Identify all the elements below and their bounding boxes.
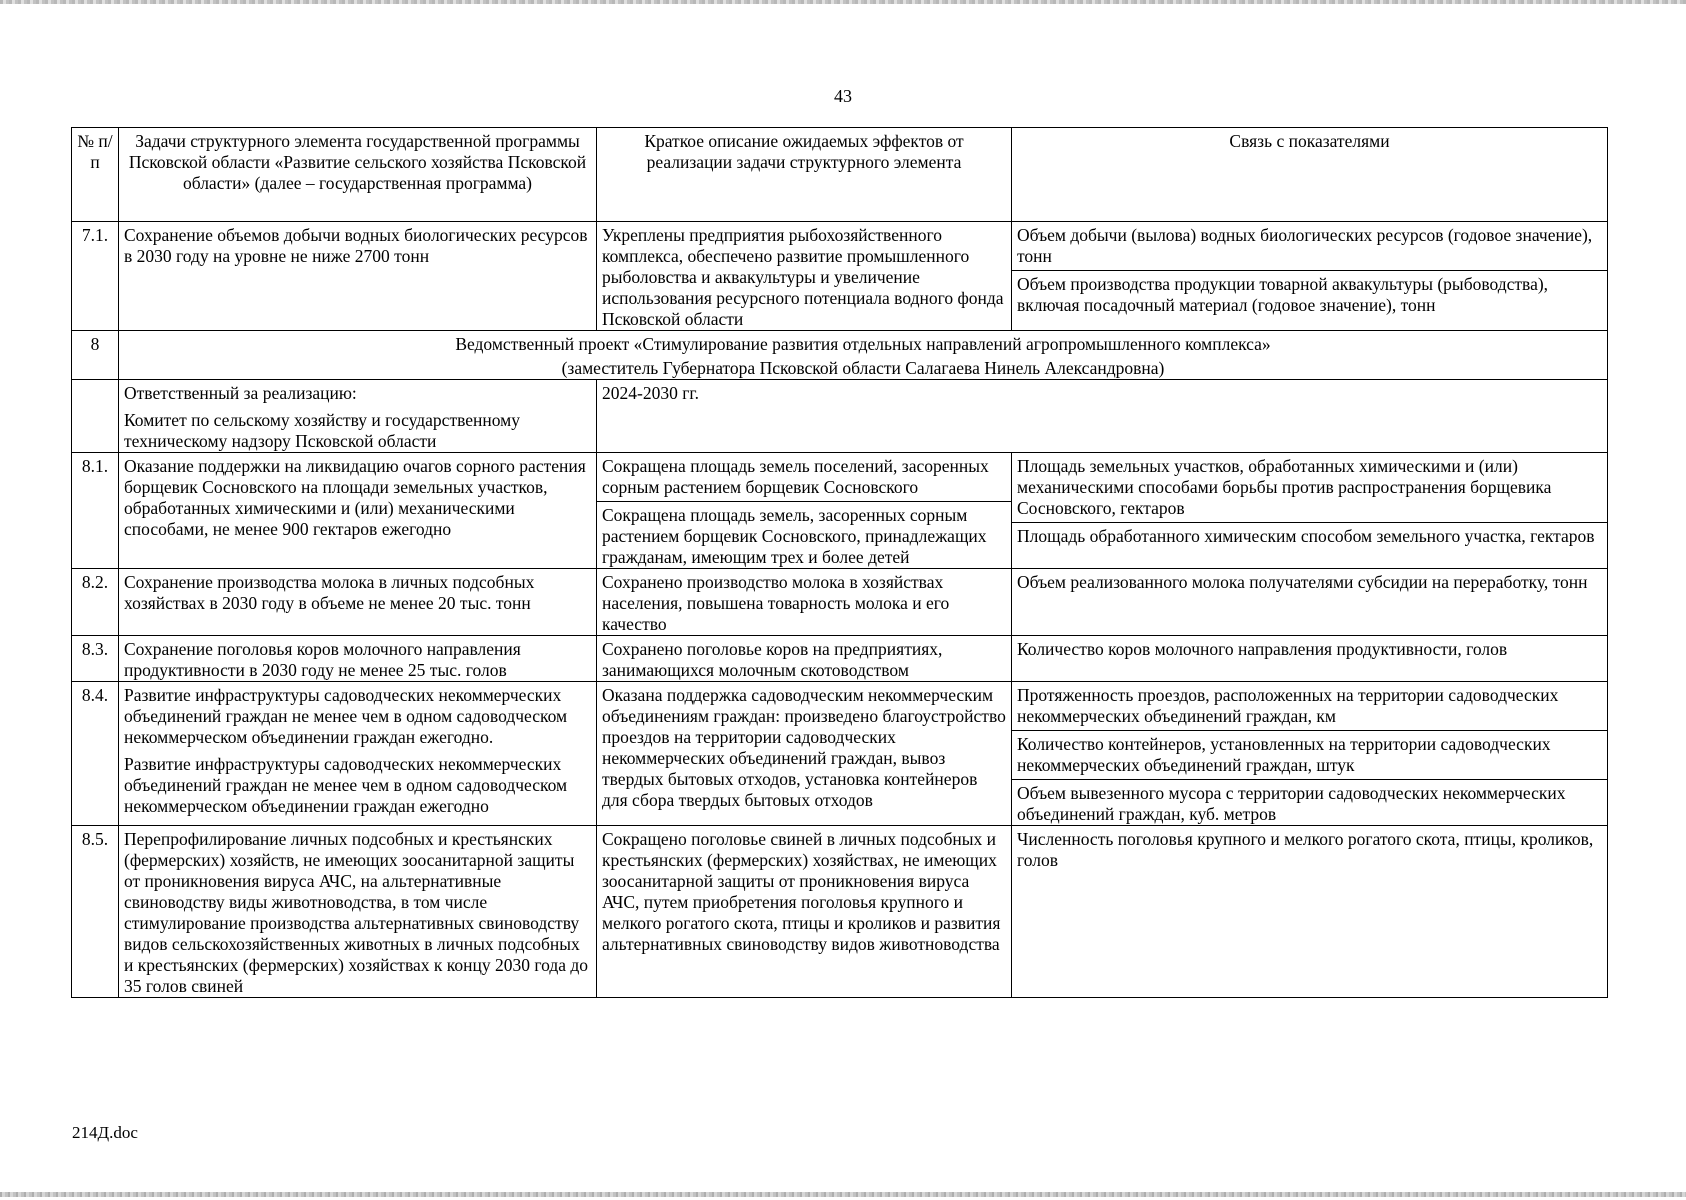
effect-cell: Сохранено производство молока в хозяйствах населения, повышена товарность молока и его качество [597, 569, 1012, 636]
row-number: 8.3. [72, 636, 119, 682]
row-number: 8.2. [72, 569, 119, 636]
header-num: № п/п [72, 128, 119, 222]
table-row-8-3 [72, 636, 1608, 682]
indicator-item: Объем вывезенного мусора с территории садоводческих некоммерческих объединений граждан, куб. метров [1012, 779, 1607, 825]
program-table [71, 127, 1608, 998]
scan-edge-top [0, 0, 1686, 4]
indicators-cell: Количество коров молочного направления продуктивности, голов [1012, 636, 1608, 682]
task-cell: Сохранение производства молока в личных подсобных хозяйствах в 2030 году в объеме не менее 20 тыс. тонн [119, 569, 597, 636]
project-curator: (заместитель Губернатора Псковской области Салагаева Нинель Александровна) [561, 358, 1165, 378]
effect-cell: Сокращено поголовье свиней в личных подсобных и крестьянских (фермерских) хозяйствах, не имеющих зоосанитарной защиты от проникновения вируса АЧС, путем приобретения поголовья крупного и мелкого рогатого скота, птицы и кроликов и развития альтернативных свиноводству видов животноводства [597, 826, 1012, 998]
indicator-item: Площадь земельных участков, обработанных химическими и (или) механическими способами борьбы против распространения борщевика Сосновского, гектаров [1017, 456, 1552, 518]
table-row-responsible [72, 380, 1608, 453]
effect-cell: Оказана поддержка садоводческим некоммерческим объединениям граждан: произведено благоустройство проездов на территории садоводческих некоммерческих объединений граждан, вывоз твердых бытовых отходов, установка контейнеров для сбора твердых бытовых отходов [597, 682, 1012, 826]
responsible-org: Комитет по сельскому хозяйству и государственному техническому надзору Псковской области [124, 410, 520, 451]
row-number: 8.4. [72, 682, 119, 826]
indicator-item: Объем производства продукции товарной аквакультуры (рыбоводства), включая посадочный материал (годовое значение), тонн [1012, 270, 1607, 316]
task-cell: Сохранение объемов добычи водных биологических ресурсов в 2030 году на уровне не ниже 2700 тонн [119, 222, 597, 331]
header-row [72, 128, 1608, 222]
table-row-7-1 [72, 222, 1608, 331]
indicators-cell: Объем реализованного молока получателями субсидии на переработку, тонн [1012, 569, 1608, 636]
table-row-8 [72, 331, 1608, 380]
indicators-cell [1012, 453, 1608, 569]
effect-cell: Сохранено поголовье коров на предприятиях, занимающихся молочным скотоводством [597, 636, 1012, 682]
task-item: Развитие инфраструктуры садоводческих некоммерческих объединений граждан не менее чем в одном садоводческом некоммерческом объединении граждан ежегодно [124, 754, 568, 816]
task-cell: Оказание поддержки на ликвидацию очагов сорного растения борщевик Сосновского на площади земельных участков, обработанных химическими и (или) механическими способами, не менее 900 гектаров ежегодно [119, 453, 597, 569]
responsible-label: Ответственный за реализацию: [124, 383, 357, 403]
table-row-8-4 [72, 682, 1608, 826]
indicator-item: Протяженность проездов, расположенных на территории садоводческих некоммерческих объединений граждан, км [1017, 685, 1559, 726]
header-task: Задачи структурного элемента государственной программы Псковской области «Развитие сельского хозяйства Псковской области» (далее – государственная программа) [119, 128, 597, 222]
scan-edge-bottom [0, 1192, 1686, 1197]
row-number: 8.1. [72, 453, 119, 569]
effect-item: Сокращена площадь земель поселений, засоренных сорным растением борщевик Сосновского [602, 456, 989, 497]
effect-cell: Укреплены предприятия рыбохозяйственного комплекса, обеспечено развитие промышленного рыболовства и аквакультуры и увеличение использования ресурсного потенциала водного фонда Псковской области [597, 222, 1012, 331]
indicator-item: Объем добычи (вылова) водных биологических ресурсов (годовое значение), тонн [1017, 225, 1593, 266]
row-number: 8 [72, 331, 119, 380]
task-cell: Перепрофилирование личных подсобных и крестьянских (фермерских) хозяйств, не имеющих зоосанитарной защиты от проникновения вируса АЧС, на альтернативные свиноводству виды животноводства, в том числе стимулирование производства альтернативных свиноводству видов сельскохозяйственных животных в личных подсобных и крестьянских (фермерских) хозяйствах к концу 2030 года до 35 голов свиней [119, 826, 597, 998]
period-cell: 2024-2030 гг. [597, 380, 1608, 453]
indicators-cell [1012, 222, 1608, 331]
indicators-cell [1012, 682, 1608, 826]
row-number: 7.1. [72, 222, 119, 331]
effect-item: Сокращена площадь земель, засоренных сорным растением борщевик Сосновского, принадлежащих гражданам, имеющим трех и более детей [597, 501, 1011, 568]
table-row-8-2 [72, 569, 1608, 636]
footer-filename: 214Д.doc [72, 1123, 138, 1142]
indicator-item: Количество контейнеров, установленных на территории садоводческих некоммерческих объединений граждан, штук [1012, 730, 1607, 776]
task-cell [119, 682, 597, 826]
header-effect: Краткое описание ожидаемых эффектов от реализации задачи структурного элемента [597, 128, 1012, 222]
task-cell: Сохранение поголовья коров молочного направления продуктивности в 2030 году не менее 25 тыс. голов [119, 636, 597, 682]
table-row-8-5 [72, 826, 1608, 998]
indicator-item: Площадь обработанного химическим способом земельного участка, гектаров [1012, 522, 1607, 547]
table-row-8-1 [72, 453, 1608, 569]
page-number: 43 [834, 86, 852, 106]
project-title: Ведомственный проект «Стимулирование развития отдельных направлений агропромышленного комплекса» [455, 334, 1271, 354]
task-item: Развитие инфраструктуры садоводческих некоммерческих объединений граждан не менее чем в одном садоводческом некоммерческом объединении граждан ежегодно. [124, 685, 568, 747]
indicators-cell: Численность поголовья крупного и мелкого рогатого скота, птицы, кроликов, голов [1012, 826, 1608, 998]
project-title-cell [119, 331, 1608, 380]
header-indicators: Связь с показателями [1012, 128, 1608, 222]
row-number: 8.5. [72, 826, 119, 998]
effect-cell [597, 453, 1012, 569]
responsible-cell [119, 380, 597, 453]
empty-number-cell [72, 380, 119, 453]
